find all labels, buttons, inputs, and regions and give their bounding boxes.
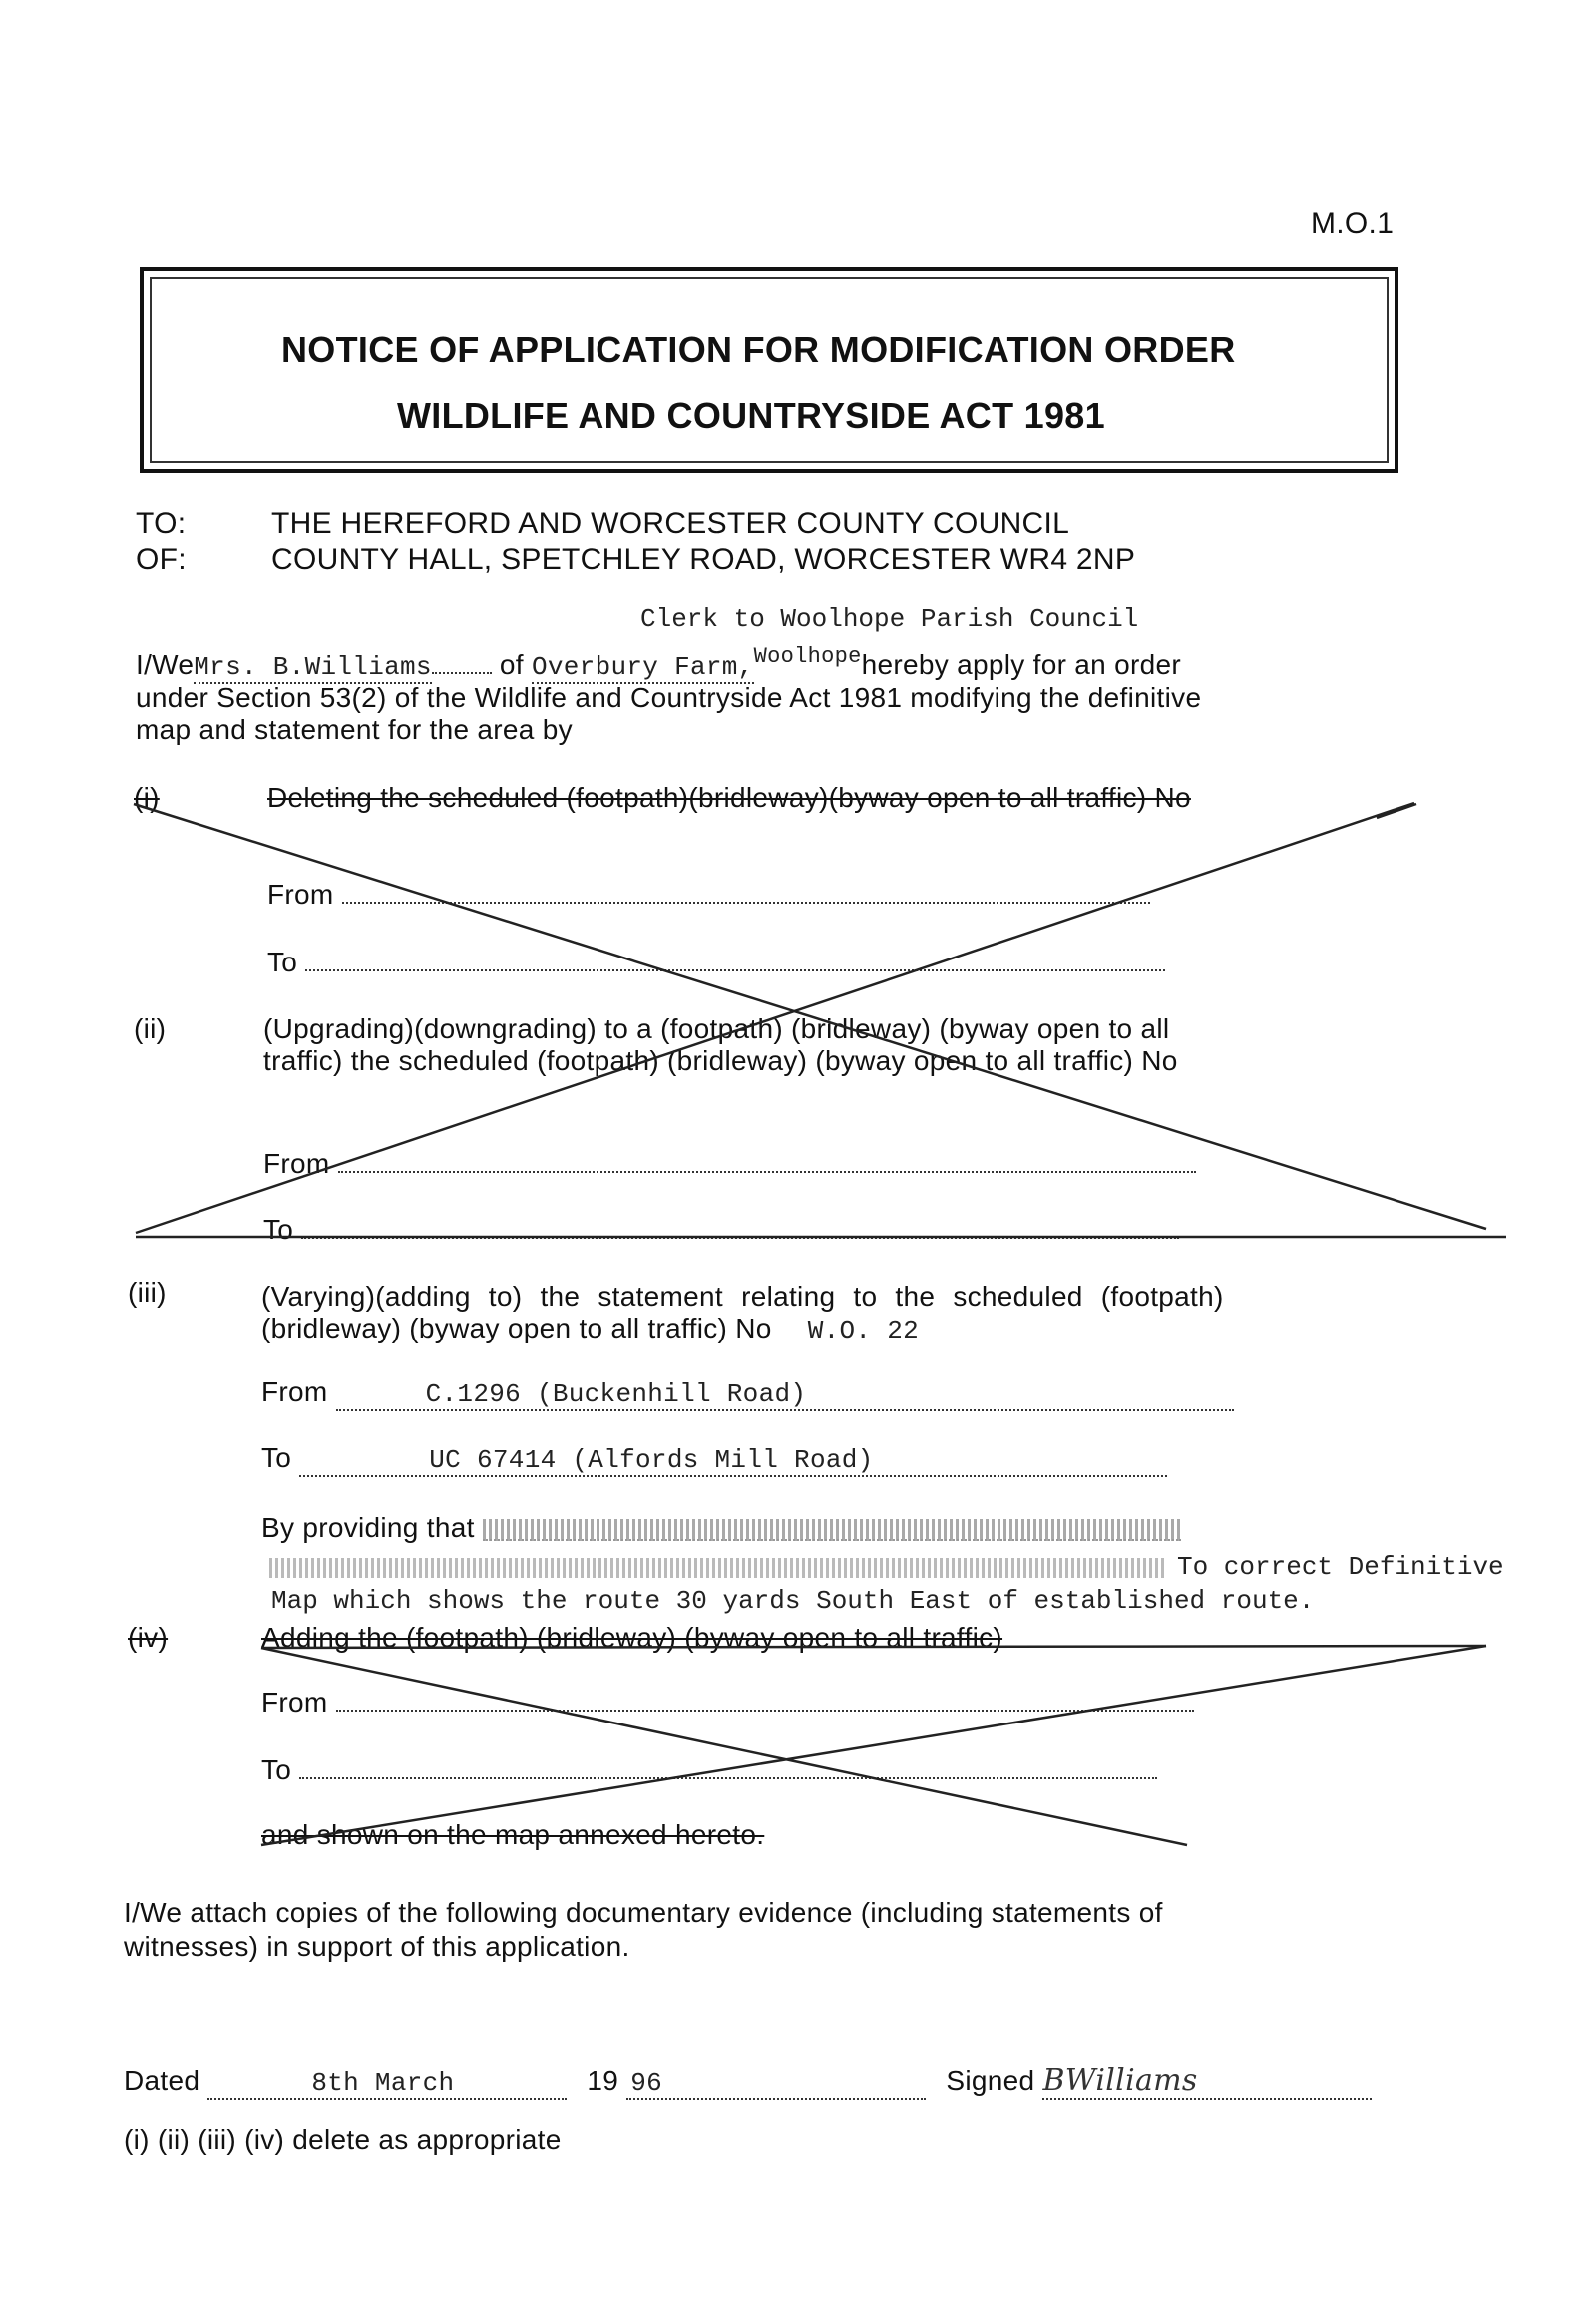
section-iii-from-value: C.1296 (Buckenhill Road) [425, 1379, 807, 1409]
applicant-name: Mrs. B.Williams [194, 652, 432, 682]
section-i-text: Deleting the scheduled (footpath)(bridleway)(byway open to all traffic) No [267, 782, 1191, 813]
year-value: 96 [630, 2068, 663, 2098]
year-prefix: 19 [587, 2065, 619, 2096]
section-iii-typed-1: To correct Definitive [1177, 1552, 1504, 1582]
section-i-num: (i) [134, 782, 160, 813]
section-iv-text: Adding the (footpath) (bridleway) (byway open to all traffic) [261, 1622, 1003, 1653]
section-iv-num: (iv) [128, 1622, 169, 1653]
section-ii-line-2: traffic) the scheduled (footpath) (bridleway) (byway open to all traffic) No [263, 1045, 1178, 1076]
to-label: TO: [136, 507, 187, 540]
signed-label: Signed [946, 2065, 1035, 2096]
section-iii-typed-2: Map which shows the route 30 yards South East of established route. [271, 1586, 1315, 1616]
section-iii-line-2: (bridleway) (byway open to all traffic) No W.O. 22 [261, 1313, 920, 1345]
applicant-of: of [499, 649, 524, 680]
section-iii-from: From C.1296 (Buckenhill Road) [261, 1376, 1234, 1411]
applicant-address-extra: Woolhope [753, 644, 862, 669]
section-iii-num: (iii) [128, 1277, 167, 1308]
section-ii-line-1: (Upgrading)(downgrading) to a (footpath) (bridleway) (byway open to all [263, 1013, 1170, 1044]
section-iv-to: To [261, 1751, 1157, 1786]
date-value: 8th March [311, 2068, 455, 2098]
applicant-address: Overbury Farm, [531, 652, 754, 682]
applicant-line-2: under Section 53(2) of the Wildlife and Countryside Act 1981 modifying the definitive [136, 682, 1202, 713]
form-code: M.O.1 [1311, 207, 1395, 240]
dated-label: Dated [124, 2065, 200, 2096]
of-label: OF: [136, 543, 187, 575]
applicant-tail: hereby apply for an order [861, 649, 1181, 680]
title-line-2: WILDLIFE AND COUNTRYSIDE ACT 1981 [397, 395, 1105, 436]
title-line-1: NOTICE OF APPLICATION FOR MODIFICATION ORDER [281, 329, 1236, 370]
section-iii-by: By providing that [261, 1512, 1181, 1544]
applicant-prefix: I/We [136, 649, 195, 680]
delete-note: (i) (ii) (iii) (iv) delete as appropriate [124, 2124, 562, 2155]
section-iii-line-1: (Varying)(adding to) the statement relating to the scheduled (footpath) [261, 1281, 1224, 1312]
clerk-note: Clerk to Woolhope Parish Council [640, 604, 1139, 634]
signature: BWilliams [1042, 2063, 1372, 2100]
section-i-to: To [267, 944, 1165, 978]
section-ii-to: To [263, 1211, 1179, 1246]
evidence-line-2: witnesses) in support of this application. [124, 1931, 630, 1962]
applicant-line-3: map and statement for the area by [136, 714, 573, 745]
section-iii-path-no: W.O. 22 [807, 1316, 920, 1345]
section-ii-from: From [263, 1145, 1196, 1180]
section-ii-num: (ii) [134, 1013, 167, 1044]
section-iv-from: From [261, 1684, 1194, 1719]
section-iii-to-value: UC 67414 (Alfords Mill Road) [429, 1445, 874, 1475]
section-iv-shown: and shown on the map annexed hereto. [261, 1819, 765, 1850]
to-value: THE HEREFORD AND WORCESTER COUNTY COUNCIL [271, 507, 1070, 540]
section-iii-to: To UC 67414 (Alfords Mill Road) [261, 1442, 1167, 1477]
section-i-from: From [267, 876, 1150, 911]
of-value: COUNTY HALL, SPETCHLEY ROAD, WORCESTER WR4 2NP [271, 543, 1136, 575]
evidence-line-1: I/We attach copies of the following documentary evidence (including statements of [124, 1897, 1163, 1928]
